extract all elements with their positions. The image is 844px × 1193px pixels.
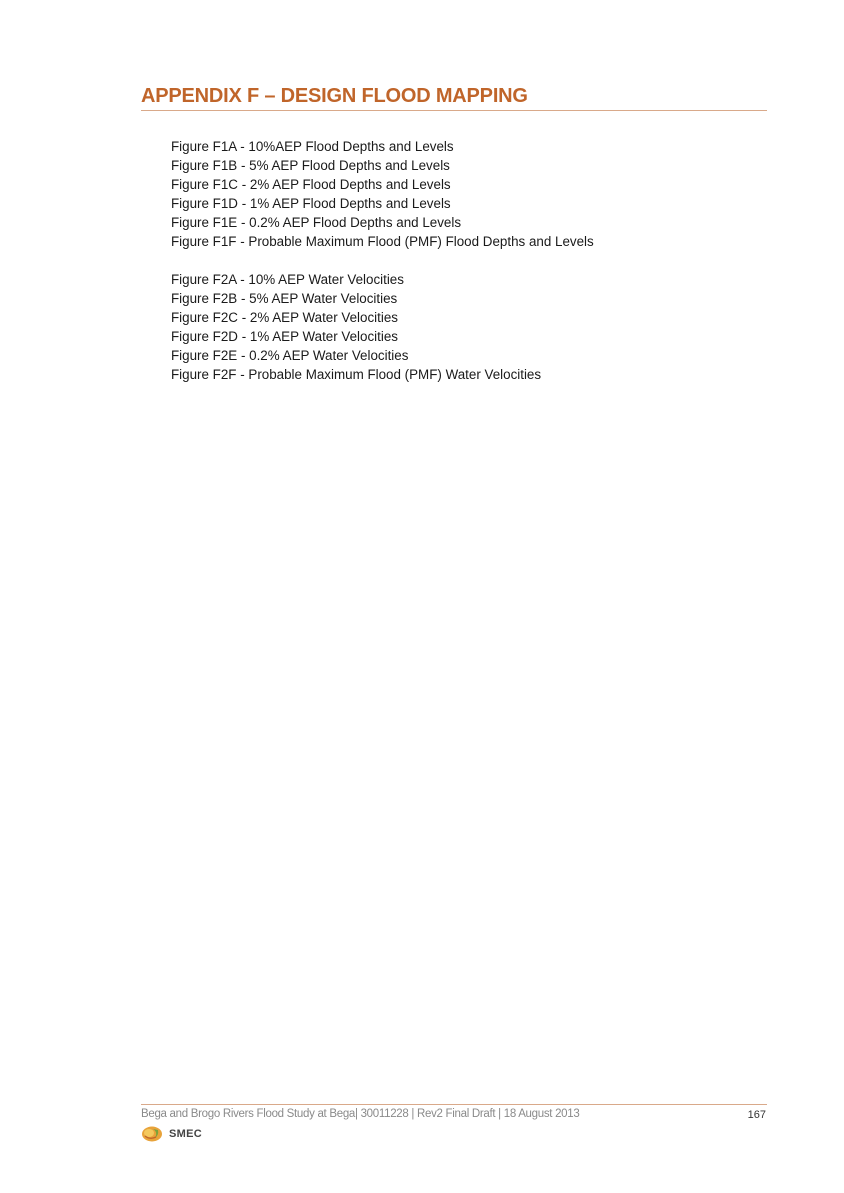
list-item: Figure F1D - 1% AEP Flood Depths and Levels — [171, 196, 451, 211]
list-item: Figure F1B - 5% AEP Flood Depths and Levels — [171, 158, 450, 173]
footer-divider — [141, 1104, 767, 1105]
footer-text: Bega and Brogo Rivers Flood Study at Bega| 30011228 | Rev2 Final Draft | 18 August 2013 — [141, 1108, 580, 1120]
heading-divider — [141, 110, 767, 111]
list-item: Figure F1A - 10%AEP Flood Depths and Levels — [171, 139, 454, 154]
list-item: Figure F2C - 2% AEP Water Velocities — [171, 310, 398, 325]
velocity-figures-list — [171, 270, 541, 384]
list-item: Figure F2F - Probable Maximum Flood (PMF) Water Velocities — [171, 367, 542, 382]
depth-figures-list — [171, 137, 594, 251]
page-number: 167 — [747, 1109, 766, 1121]
list-item: Figure F1C - 2% AEP Flood Depths and Levels — [171, 177, 451, 192]
list-item: Figure F2E - 0.2% AEP Water Velocities — [171, 348, 409, 363]
list-item: Figure F2D - 1% AEP Water Velocities — [171, 329, 398, 344]
list-item: Figure F1E - 0.2% AEP Flood Depths and Levels — [171, 215, 462, 230]
list-item: Figure F2A - 10% AEP Water Velocities — [171, 272, 404, 287]
company-logo — [141, 1124, 202, 1144]
page-title: APPENDIX F – DESIGN FLOOD MAPPING — [141, 85, 528, 107]
list-item: Figure F2B - 5% AEP Water Velocities — [171, 291, 398, 306]
smec-logo-icon — [141, 1125, 167, 1143]
logo-wordmark: SMEC — [169, 1128, 202, 1140]
list-item: Figure F1F - Probable Maximum Flood (PMF) Flood Depths and Levels — [171, 234, 594, 249]
